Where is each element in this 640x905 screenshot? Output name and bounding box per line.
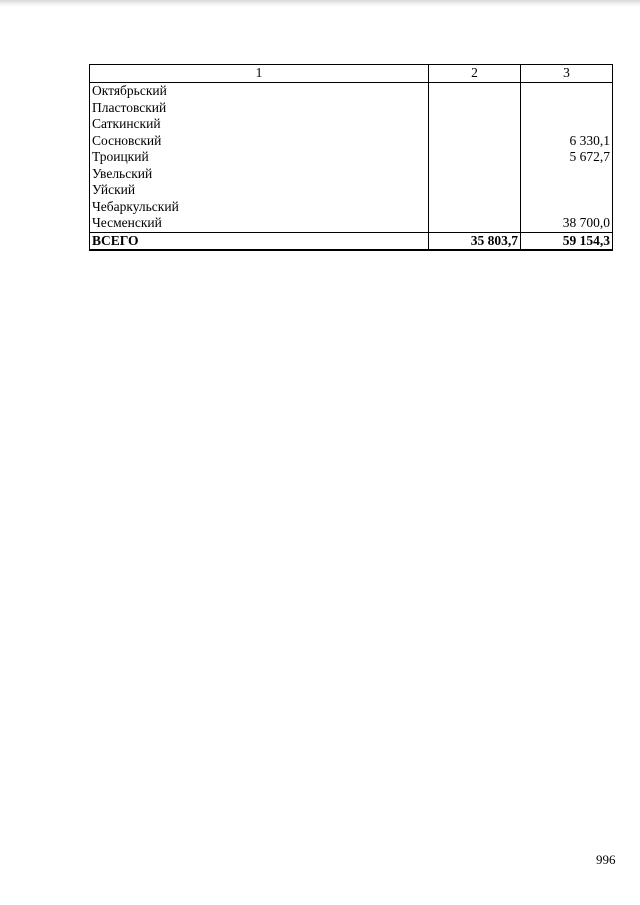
district-name: Чесменский bbox=[90, 215, 429, 232]
total-label: ВСЕГО bbox=[90, 232, 429, 250]
district-name: Троицкий bbox=[90, 149, 429, 166]
district-name: Пластовский bbox=[90, 100, 429, 117]
total-row bbox=[90, 232, 613, 250]
table-row bbox=[90, 166, 613, 183]
table-row bbox=[90, 149, 613, 166]
value-col2 bbox=[429, 116, 521, 133]
district-name: Уйский bbox=[90, 182, 429, 199]
column-header-3: 3 bbox=[521, 65, 613, 83]
district-name: Саткинский bbox=[90, 116, 429, 133]
value-col3 bbox=[521, 116, 613, 133]
header-row bbox=[90, 65, 613, 83]
table-row bbox=[90, 83, 613, 100]
value-col3 bbox=[521, 182, 613, 199]
scan-top-edge bbox=[0, 0, 640, 7]
total-col3: 59 154,3 bbox=[521, 232, 613, 250]
value-col2 bbox=[429, 182, 521, 199]
column-header-2: 2 bbox=[429, 65, 521, 83]
value-col3 bbox=[521, 166, 613, 183]
district-name: Увельский bbox=[90, 166, 429, 183]
district-name: Сосновский bbox=[90, 133, 429, 150]
total-col2: 35 803,7 bbox=[429, 232, 521, 250]
value-col3 bbox=[521, 199, 613, 216]
table-row bbox=[90, 133, 613, 150]
table-row bbox=[90, 116, 613, 133]
table-row bbox=[90, 199, 613, 216]
value-col2 bbox=[429, 149, 521, 166]
district-name: Чебаркульский bbox=[90, 199, 429, 216]
value-col3: 5 672,7 bbox=[521, 149, 613, 166]
page-number: 996 bbox=[596, 852, 616, 867]
table-row bbox=[90, 215, 613, 232]
value-col2 bbox=[429, 199, 521, 216]
value-col2 bbox=[429, 166, 521, 183]
value-col3: 38 700,0 bbox=[521, 215, 613, 232]
district-name: Октябрьский bbox=[90, 83, 429, 100]
value-col2 bbox=[429, 100, 521, 117]
value-col3 bbox=[521, 83, 613, 100]
value-col2 bbox=[429, 83, 521, 100]
value-col3 bbox=[521, 100, 613, 117]
value-col2 bbox=[429, 215, 521, 232]
table-row bbox=[90, 100, 613, 117]
value-col3: 6 330,1 bbox=[521, 133, 613, 150]
table-row bbox=[90, 182, 613, 199]
column-header-1: 1 bbox=[90, 65, 429, 83]
value-col2 bbox=[429, 133, 521, 150]
data-table bbox=[89, 64, 613, 251]
